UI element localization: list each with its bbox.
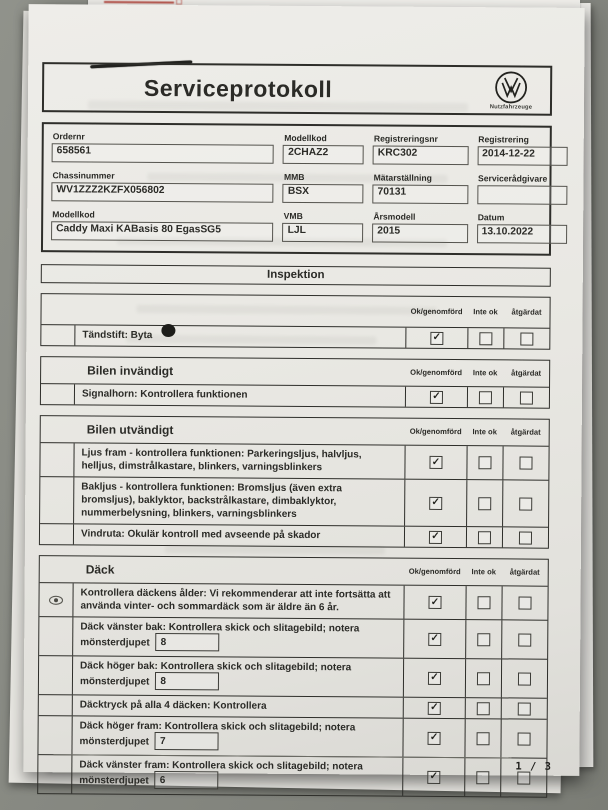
info-field bbox=[283, 133, 364, 165]
row-text: Signalhorn: Kontrollera funktionen bbox=[81, 388, 248, 401]
table-row bbox=[38, 715, 546, 758]
field-value: 2015 bbox=[372, 223, 467, 243]
info-field bbox=[477, 134, 568, 166]
check-cell-atgardat bbox=[501, 587, 547, 620]
table-row bbox=[39, 616, 547, 659]
checkbox-inte-ok bbox=[478, 531, 491, 544]
checkbox-atgardat bbox=[520, 332, 533, 345]
check-cell-ok bbox=[403, 586, 465, 619]
table-row bbox=[39, 655, 547, 698]
page-number: 1 / 3 bbox=[515, 760, 553, 773]
checkbox-atgardat bbox=[519, 457, 532, 470]
checkbox-atgardat bbox=[519, 531, 532, 544]
table-row bbox=[39, 694, 547, 719]
info-field bbox=[51, 170, 274, 203]
column-header-inte_ok: Inte ok bbox=[472, 426, 497, 437]
check-cell-atgardat bbox=[503, 388, 549, 408]
check-table-d-ck bbox=[37, 555, 549, 798]
checkbox-ok: ✓ bbox=[428, 702, 441, 715]
service-protocol-page bbox=[23, 4, 584, 787]
check-cell-ok bbox=[402, 719, 464, 757]
checkbox-inte-ok bbox=[477, 702, 490, 715]
checkbox-inte-ok bbox=[478, 456, 491, 469]
field-value: 2014-12-22 bbox=[477, 146, 568, 166]
field-value: BSX bbox=[283, 184, 364, 204]
check-cell-ok bbox=[403, 659, 465, 697]
column-header-inte_ok: Inte ok bbox=[471, 566, 497, 577]
row-margin-cell bbox=[39, 656, 73, 694]
field-value: WV1ZZZ2KZFX056802 bbox=[51, 182, 274, 203]
field-value: 70131 bbox=[372, 184, 467, 204]
check-cell-atgardat bbox=[502, 528, 548, 548]
row-margin-cell bbox=[41, 384, 75, 404]
checkbox-atgardat bbox=[518, 597, 531, 610]
field-value: 13.10.2022 bbox=[477, 224, 568, 244]
checkbox-atgardat bbox=[518, 702, 531, 715]
row-margin-cell bbox=[39, 695, 73, 715]
row-text: Vindruta: Okulär kontroll med avseende på skador bbox=[80, 528, 321, 542]
section-title: Bilen invändigt bbox=[87, 363, 174, 379]
field-label: Registreringsnr bbox=[373, 133, 438, 144]
table-row bbox=[38, 754, 546, 797]
info-field bbox=[283, 172, 364, 204]
table-row bbox=[39, 582, 547, 620]
checkbox-ok: ✓ bbox=[428, 596, 441, 609]
check-cell-inte-ok bbox=[465, 620, 501, 658]
check-cell-atgardat bbox=[500, 720, 546, 758]
table-row bbox=[40, 523, 548, 548]
row-description bbox=[75, 385, 405, 407]
row-description bbox=[73, 696, 403, 718]
info-field bbox=[373, 133, 469, 165]
tread-depth-field: 7 bbox=[155, 732, 219, 750]
check-cell-inte-ok bbox=[465, 586, 501, 619]
table-row bbox=[41, 383, 549, 408]
row-margin-cell bbox=[40, 477, 74, 523]
checkbox-inte-ok bbox=[477, 633, 490, 646]
brand-block bbox=[478, 69, 544, 110]
field-label: Servicerådgivare bbox=[477, 173, 548, 184]
info-field bbox=[283, 211, 364, 243]
checkbox-inte-ok bbox=[476, 771, 489, 784]
column-header-atgardat: åtgärdat bbox=[511, 368, 542, 378]
checkbox-ok: ✓ bbox=[430, 331, 443, 344]
check-cell-inte-ok bbox=[464, 758, 500, 796]
column-header-ok: Ok/genomförd bbox=[408, 566, 461, 576]
check-cell-ok bbox=[405, 387, 467, 407]
eye-icon bbox=[48, 595, 63, 605]
row-description bbox=[74, 525, 404, 547]
info-field bbox=[51, 209, 274, 242]
column-header-atgardat: åtgärdat bbox=[509, 567, 540, 577]
column-header-ok: Ok/genomförd bbox=[409, 426, 462, 436]
checkbox-atgardat bbox=[519, 497, 532, 510]
field-label: MMB bbox=[283, 171, 305, 182]
check-cell-ok bbox=[403, 620, 465, 658]
field-value: 658561 bbox=[52, 143, 275, 164]
check-cell-atgardat bbox=[501, 699, 547, 719]
column-header-atgardat: åtgärdat bbox=[511, 307, 542, 317]
row-text: Däck vänster bak: Kontrollera skick och slitagebild; notera mönsterdjupet bbox=[80, 621, 360, 649]
checkbox-ok: ✓ bbox=[430, 391, 443, 404]
row-description bbox=[74, 478, 404, 526]
row-description bbox=[72, 756, 402, 796]
vw-logo-icon bbox=[494, 70, 528, 104]
column-header-ok: Ok/genomförd bbox=[410, 367, 463, 377]
row-description bbox=[74, 444, 404, 479]
row-text: Tändstift: Byta bbox=[82, 329, 153, 342]
table-row bbox=[41, 324, 549, 349]
check-cell-inte-ok bbox=[467, 387, 503, 407]
row-margin-cell bbox=[39, 583, 73, 616]
checkbox-inte-ok bbox=[479, 391, 492, 404]
checkbox-ok: ✓ bbox=[428, 633, 441, 646]
info-field bbox=[52, 131, 275, 164]
brand-sublabel: Nutzfahrzeuge bbox=[489, 104, 533, 111]
field-label: Modellkod bbox=[284, 132, 327, 144]
row-text: Däck höger fram: Kontrollera skick och slitagebild; notera mönsterdjupet bbox=[79, 720, 356, 748]
check-table bbox=[40, 293, 550, 350]
field-value: LJL bbox=[283, 223, 364, 243]
checkbox-atgardat bbox=[518, 732, 531, 745]
checkbox-atgardat bbox=[520, 391, 533, 404]
checkbox-ok: ✓ bbox=[427, 771, 440, 784]
check-cell-atgardat bbox=[503, 328, 549, 348]
check-cell-ok bbox=[404, 446, 466, 479]
tread-depth-field: 6 bbox=[155, 771, 219, 789]
checkbox-atgardat bbox=[518, 672, 531, 685]
check-cell-inte-ok bbox=[466, 446, 502, 479]
info-field bbox=[477, 173, 568, 205]
field-label: Mätarställning bbox=[373, 172, 432, 183]
check-table-bilen-utv-ndigt bbox=[39, 415, 550, 549]
check-cell-ok bbox=[402, 758, 464, 796]
info-field bbox=[372, 211, 468, 243]
checkbox-ok: ✓ bbox=[428, 732, 441, 745]
check-cell-atgardat bbox=[502, 481, 548, 527]
column-header-inte_ok: Inte ok bbox=[473, 306, 498, 316]
row-description bbox=[72, 717, 402, 757]
column-header-atgardat: åtgärdat bbox=[510, 427, 541, 437]
vehicle-info-box bbox=[41, 122, 552, 256]
check-cell-inte-ok bbox=[465, 698, 501, 718]
row-description bbox=[73, 657, 403, 697]
table-header-row bbox=[41, 357, 549, 387]
row-description bbox=[75, 325, 405, 347]
field-value bbox=[477, 185, 568, 205]
info-field bbox=[477, 212, 568, 244]
page-title: Serviceprotokoll bbox=[143, 74, 333, 102]
table-header-row bbox=[41, 416, 549, 446]
check-cell-inte-ok bbox=[465, 659, 501, 697]
row-description bbox=[73, 618, 403, 658]
check-cell-atgardat bbox=[502, 447, 548, 480]
field-label: Chassinummer bbox=[52, 170, 115, 181]
check-table-bilen-inv-ndigt bbox=[40, 356, 550, 409]
field-label: Modellkod bbox=[52, 209, 95, 220]
checkbox-inte-ok bbox=[479, 332, 492, 345]
row-margin-cell bbox=[40, 524, 74, 544]
document-header bbox=[42, 62, 552, 116]
checkbox-ok: ✓ bbox=[429, 531, 442, 544]
row-text: Däcktryck på alla 4 däcken: Kontrollera bbox=[79, 699, 267, 712]
check-cell-atgardat bbox=[501, 621, 547, 659]
row-text: Bakljus - kontrollera funktionen: Bromsljus (även extra bromsljus), baklyktor, backstrålkastare, dimbaklyktor, nummerbelysning, blinkers, varningsblinkers bbox=[81, 481, 342, 521]
check-cell-ok bbox=[403, 698, 465, 718]
section-title bbox=[42, 307, 406, 314]
field-value: KRC302 bbox=[373, 145, 468, 165]
check-cell-atgardat bbox=[501, 660, 547, 698]
checkbox-inte-ok bbox=[477, 732, 490, 745]
row-margin-cell bbox=[38, 755, 72, 793]
column-header-inte_ok: Inte ok bbox=[472, 367, 498, 378]
checkbox-ok: ✓ bbox=[429, 456, 442, 469]
black-dot-marker bbox=[161, 324, 175, 337]
section-banner-inspektion: Inspektion bbox=[41, 264, 551, 287]
field-value: Caddy Maxi KABasis 80 EgasSG5 bbox=[51, 221, 274, 242]
field-label: Ordernr bbox=[52, 131, 85, 142]
checkbox-inte-ok bbox=[477, 672, 490, 685]
section-title: Bilen utvändigt bbox=[86, 422, 174, 438]
row-text: Däck höger bak: Kontrollera skick och slitagebild; notera mönsterdjupet bbox=[79, 660, 352, 688]
table-row bbox=[40, 442, 548, 480]
tread-depth-field: 8 bbox=[156, 633, 220, 651]
checkbox-ok: ✓ bbox=[428, 672, 441, 685]
row-margin-cell bbox=[40, 443, 74, 476]
row-margin-cell bbox=[41, 325, 75, 345]
row-margin-cell bbox=[39, 617, 73, 655]
check-cell-inte-ok bbox=[466, 527, 502, 547]
check-cell-ok bbox=[404, 480, 466, 526]
section-title: Däck bbox=[85, 562, 115, 577]
field-label: Registrering bbox=[478, 134, 529, 145]
table-header-row bbox=[41, 294, 549, 328]
checkbox-inte-ok bbox=[478, 497, 491, 510]
check-cell-ok bbox=[405, 328, 467, 349]
checkbox-ok: ✓ bbox=[429, 497, 442, 510]
column-header-ok: Ok/genomförd bbox=[410, 306, 463, 316]
checklist-sections bbox=[37, 264, 551, 798]
check-cell-inte-ok bbox=[467, 328, 503, 348]
field-label: VMB bbox=[283, 210, 303, 221]
checkbox-atgardat bbox=[518, 633, 531, 646]
field-label: Årsmodell bbox=[373, 211, 416, 222]
row-text: Kontrollera däckens ålder: Vi rekommenderar att inte fortsätta att använda vinter- och sommardäck som är äldre än 6 år. bbox=[80, 587, 391, 614]
check-cell-inte-ok bbox=[464, 719, 500, 757]
row-margin-cell bbox=[38, 716, 72, 754]
tread-depth-field: 8 bbox=[155, 672, 219, 690]
row-text: Ljus fram - kontrollera funktionen: Parkeringsljus, halvljus, helljus, dimstrålkastare, blinkers, varningsblinkers bbox=[81, 447, 362, 474]
field-label: Datum bbox=[477, 212, 505, 223]
table-row bbox=[40, 476, 548, 527]
checkbox-atgardat bbox=[517, 771, 530, 784]
table-header-row bbox=[40, 556, 548, 586]
field-value: 2CHAZ2 bbox=[283, 145, 364, 165]
checkbox-inte-ok bbox=[477, 596, 490, 609]
row-description bbox=[73, 584, 403, 619]
check-cell-inte-ok bbox=[466, 480, 502, 526]
check-cell-ok bbox=[404, 527, 466, 547]
info-field bbox=[372, 172, 468, 204]
row-text: Däck vänster fram: Kontrollera skick och slitagebild; notera mönsterdjupet bbox=[79, 759, 363, 787]
